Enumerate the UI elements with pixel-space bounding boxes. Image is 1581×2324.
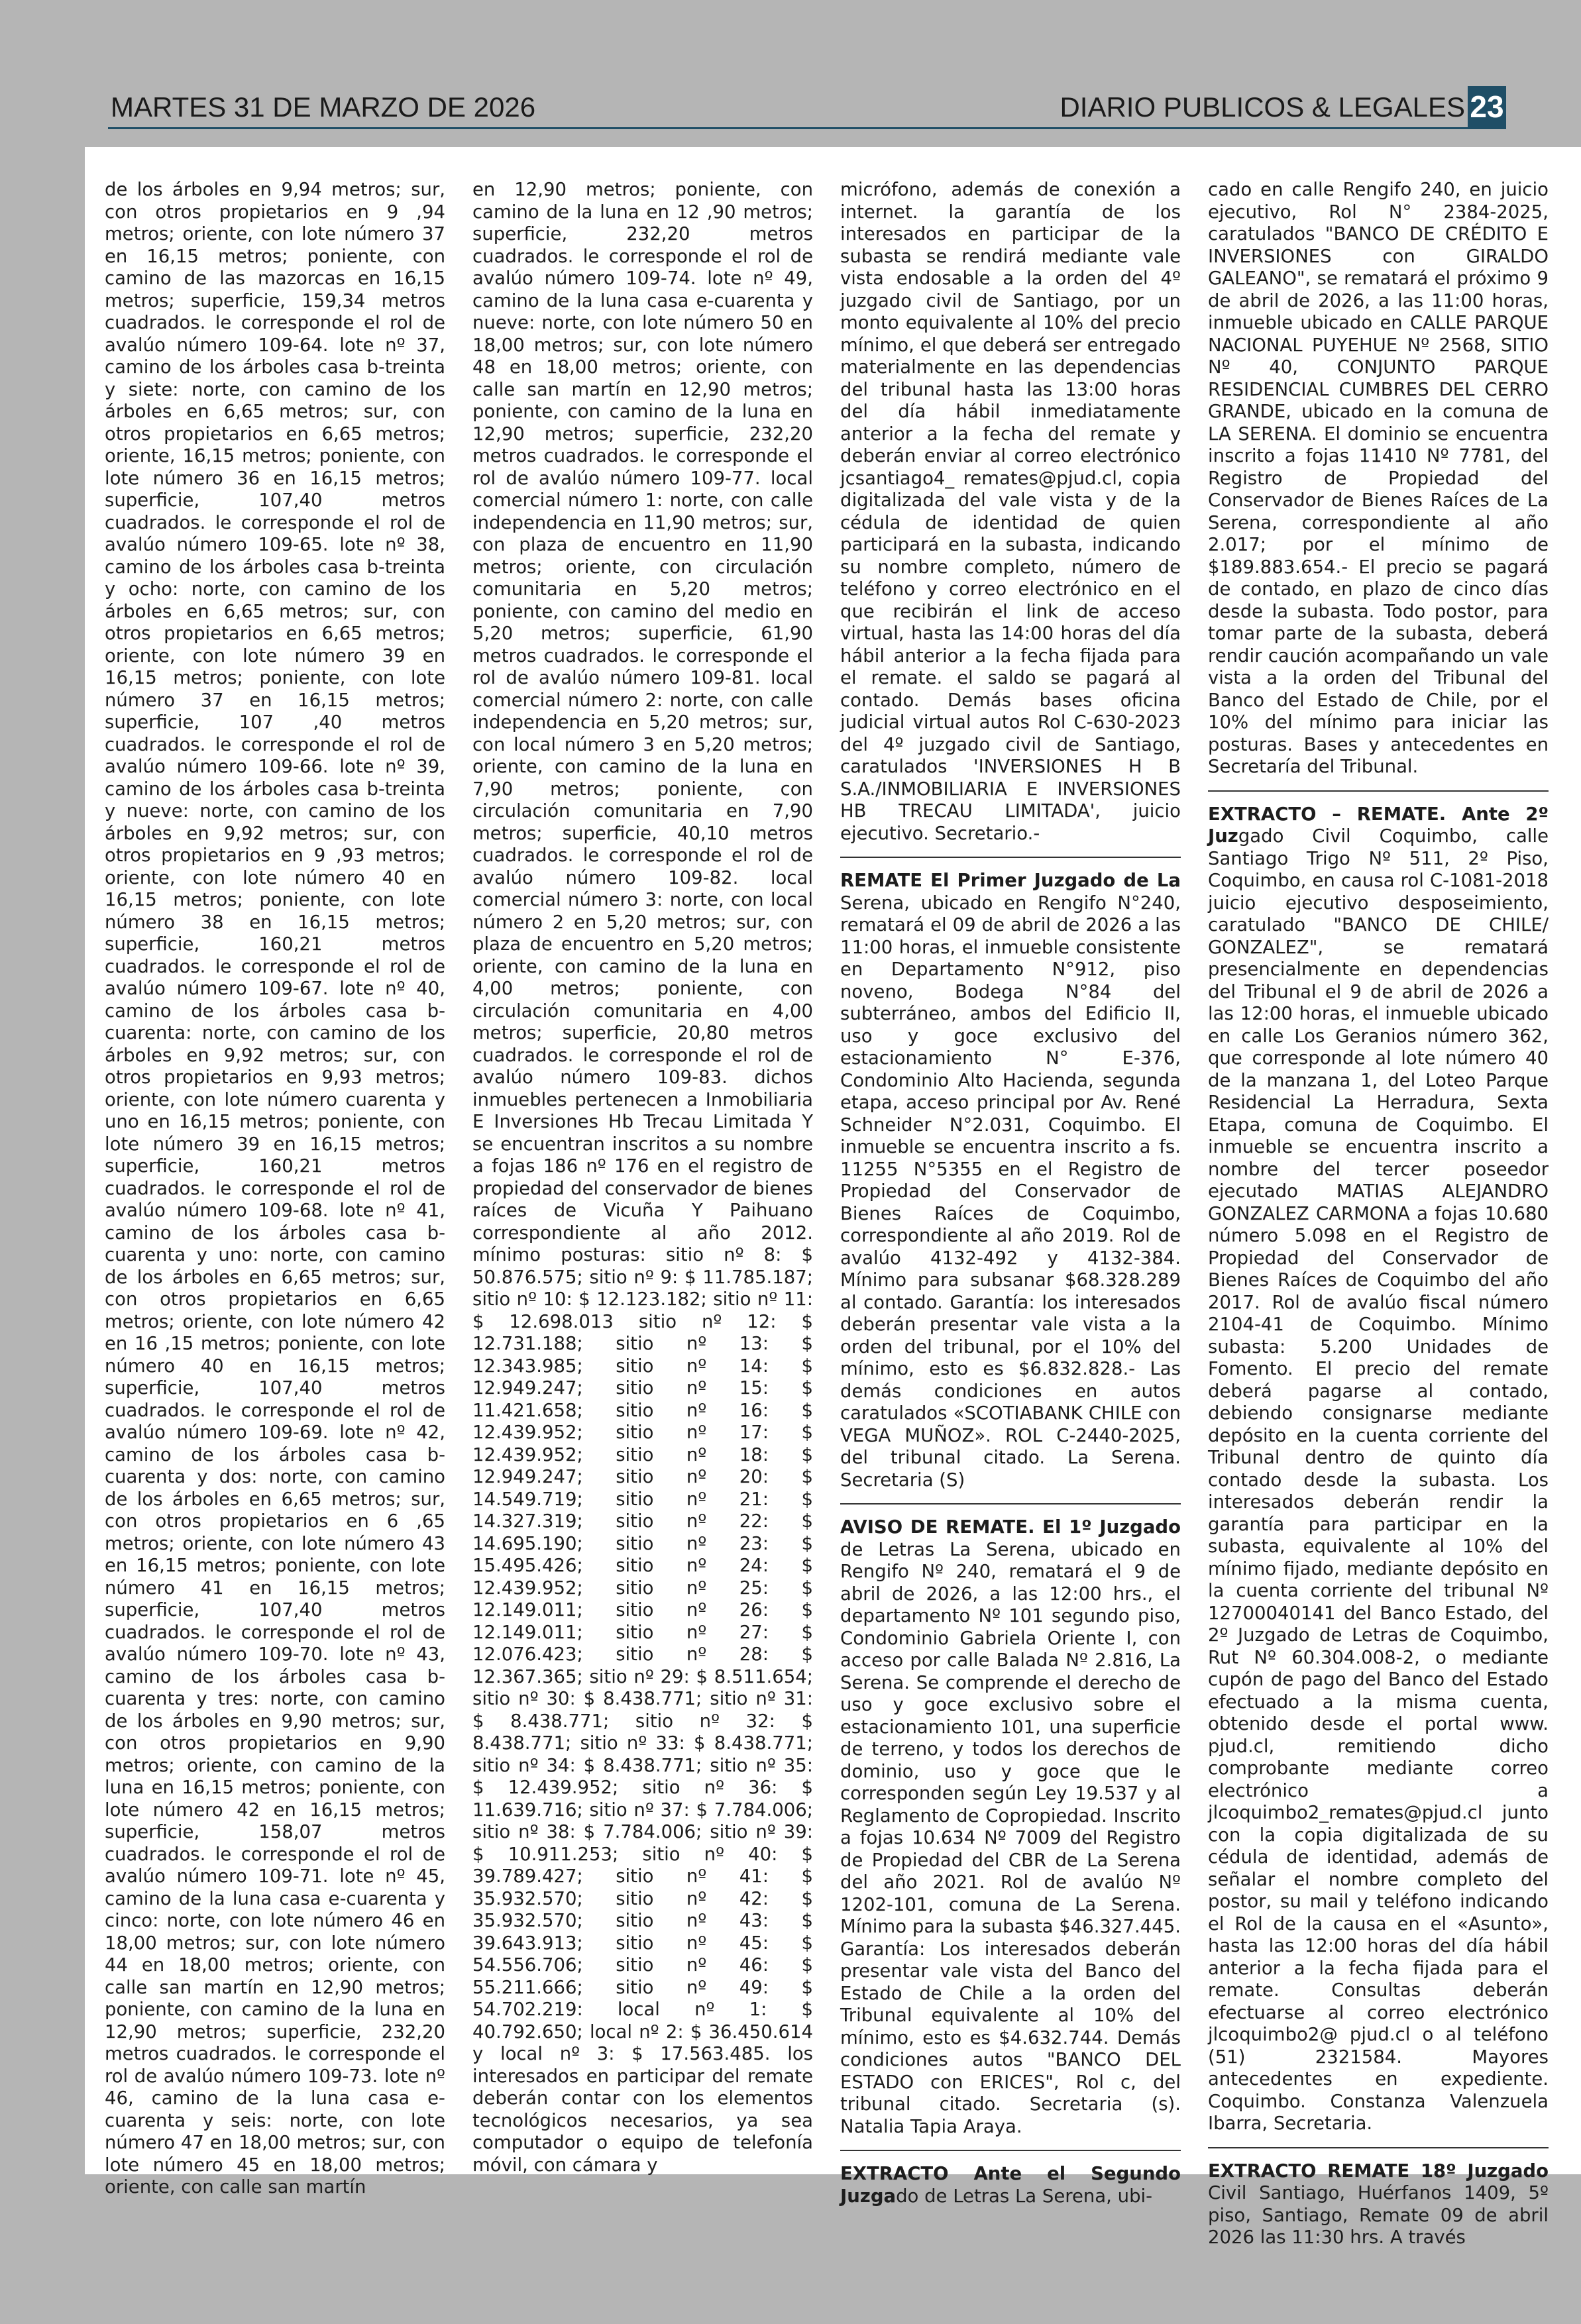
notice-heading: EXTRACTO REMATE 18º Juzgado — [1208, 2160, 1549, 2182]
publication-title: DIARIO PUBLICOS & LEGALES — [1060, 91, 1465, 123]
notice-text: micrófono, además de conexión a internet. la garantía de los interesados en participar de la subasta se rendirá mediante vale vista endosable a la orden del 4º juzgado civil de Santiago, por un monto equivalente al 10% del precio mínimo, el que deberá ser entregado materialmente en las dependencias del tribunal hasta las 13:00 horas del día hábil inmediatamente anterior a la fecha del remate y deberán enviar al correo electrónico jcsantiago4_ remates@pjud.cl, copia digitalizada del vale vista y de la cédula de identidad de quien participará en la subasta, indicando su nombre completo, número de teléfono y correo electrónico en el que recibirán el link de acceso virtual, hasta las 14:00 horas del día hábil anterior a la fecha fijada para el remate. el saldo se pagará al contado. Demás bases oficina judicial virtual autos Rol C-630-2023 del 4º juzgado civil de Santiago, caratulados 'INVERSIONES H B S.A./INMOBILIARIA E INVERSIONES HB TRECAU LIMITADA', juicio ejecutivo. Secretario.- — [840, 179, 1181, 844]
notice — [840, 1516, 1181, 2138]
issue-date: MARTES 31 DE MARZO DE 2026 — [111, 91, 536, 123]
column-1 — [105, 179, 445, 2197]
notice-divider — [1208, 790, 1549, 792]
notice-heading: AVISO DE REMATE. El 1º Juzgado — [840, 1516, 1181, 1538]
page-header — [108, 86, 1506, 129]
notice-text: de los árboles en 9,94 metros; sur, con otros propietarios en 9 ,94 metros; oriente, con lote número 37 en 16,15 metros; poniente, con camino de las mazorcas en 16,15 metros; superficie, 159,34 metros cuadrados. le corresponde el rol de avalúo número 109-64. lote nº 37, camino de los árboles casa b-treinta y siete: norte, con camino de los árboles en 6,65 metros; sur, con otros propietarios en 6,65 metros; oriente, 16,15 metros; poniente, con lote número 36 en 16,15 metros; superficie, 107,40 metros cuadrados. le corresponde el rol de avalúo número 109-65. lote nº 38, camino de los árboles casa b-treinta y ocho: norte, con camino de los árboles en 6,65 metros; sur, con otros propietarios en 6,65 metros; oriente, con lote número 39 en 16,15 metros; poniente, con lote número 37 en 16,15 metros; superficie, 107 ,40 metros cuadrados. le corresponde el rol de avalúo número 109-66. lote nº 39, camino de los árboles casa b-treinta y nueve: norte, con camino de los árboles en 9,92 metros; sur, con otros propietarios en 9 ,93 metros; oriente, con lote número 40 en 16,15 metros; poniente, con lote número 38 en 16,15 metros; superficie, 160,21 metros cuadrados. le corresponde el rol de avalúo número 109-67. lote nº 40, camino de los árboles casa b-cuarenta: norte, con camino de los árboles en 9,92 metros; sur, con otros propietarios en 9,93 metros; oriente, con lote número cuarenta y uno en 16,15 metros; poniente, con lote número 39 en 16,15 metros; superficie, 160,21 metros cuadrados. le corresponde el rol de avalúo número 109-68. lote nº 41, camino de los árboles casa b-cuarenta y uno: norte, con camino de los árboles en 6,65 metros; sur, con otros propietarios en 6,65 metros; oriente, con lote número 42 en 16 ,15 metros; poniente, con lote número 40 en 16,15 metros; superficie, 107,40 metros cuadrados. le corresponde el rol de avalúo número 109-69. lote nº 42, camino de los árboles casa b-cuarenta y dos: norte, con camino de los árboles en 6,65 metros; sur, con otros propietarios en 6 ,65 metros; oriente, con lote número 43 en 16,15 metros; poniente, con lote número 41 en 16,15 metros; superficie, 107,40 metros cuadrados. le corresponde el rol de avalúo número 109-70. lote nº 43, camino de los árboles casa b-cuarenta y tres: norte, con camino de los árboles en 9,90 metros; sur, con otros propietarios en 9,90 metros; oriente, con camino de la luna en 16,15 metros; poniente, con lote número 42 en 16,15 metros; superficie, 158,07 metros cuadrados. le corresponde el rol de avalúo número 109-71. lote nº 45, camino de la luna casa e-cuarenta y cinco: norte, con lote número 46 en 18,00 metros; sur, con lote número 44 en 18,00 metros; oriente, con calle san martín en 12,90 metros; poniente, con camino de la luna en 12,90 metros; superficie, 232,20 metros cuadrados. le corresponde el rol de avalúo número 109-73. lote nº 46, camino de la luna casa e-cuarenta y seis: norte, con lote número 47 en 18,00 metros; sur, con lote número 45 en 18,00 metros; oriente, con calle san martín — [105, 179, 445, 2197]
notice-divider — [840, 857, 1181, 858]
notice — [1208, 804, 1549, 2135]
notice-divider — [1208, 2147, 1549, 2148]
notice-text: gado Civil Coquimbo, calle Santiago Trigo Nº 511, 2º Piso, Coquimbo, en causa rol C-1081-2018 juicio ejecutivo desposeimiento, caratulado "BANCO DE CHILE/ GONZALEZ", se rematará presencialmente en dependencias del Tribunal el 9 de abril de 2026 a las 12:00 horas, el inmueble ubicado en calle Los Geranios número 362, que corresponde al lote número 40 de la manzana 1, del Loteo Parque Residencial La Herradura, Sexta Etapa, comuna de Coquimbo. El inmueble se encuentra inscrito a nombre del tercer poseedor ejecutado MATIAS ALEJANDRO GONZALEZ CARMONA a fojas 10.680 número 5.098 en el Registro de Propiedad del Conservador de Bienes Raíces de Coquimbo del año 2017. Rol de avalúo fiscal número 2104-41 de Coquimbo. Mínimo subasta: 5.200 Unidades de Fomento. El precio del remate deberá pagarse al contado, debiendo consignarse mediante depósito en la cuenta corriente del Tribunal dentro de quinto día contado desde la subasta. Los interesados deberán rendir la garantía para participar en la subasta, equivalente al 10% del mínimo fijado, mediante depósito en la cuenta corriente del tribunal Nº 12700040141 del Banco Estado, del 2º Juzgado de Letras de Coquimbo, Rut Nº 60.304.008-2, o mediante cupón de pago del Banco del Estado efectuado a la misma cuenta, obtenido desde el portal www. pjud.cl, remitiendo dicho comprobante mediante correo electrónico a jlcoquimbo2_remates@pjud.cl junto con la copia digitalizada de su cédula de identidad, además de señalar el nombre completo del postor, su mail y teléfono indicando el Rol de la causa en el «Asunto», hasta las 12:00 horas del día hábil anterior a la fecha fijada para el remate. Consultas deberán efectuarse al correo electrónico jlcoquimbo2@ pjud.cl o al teléfono (51) 2321584. Mayores antecedentes en expediente. Coquimbo. Constanza Valenzuela Ibarra, Secretaria. — [1208, 825, 1549, 2134]
notice — [1208, 2160, 1549, 2249]
notice-text: cado en calle Rengifo 240, en juicio ejecutivo, Rol N° 2384-2025, caratulados "BANCO DE CRÉDITO E INVERSIONES con GIRALDO GALEANO", se rematará el próximo 9 de abril de 2026, a las 11:00 horas, inmueble ubicado en CALLE PARQUE NACIONAL PUYEHUE Nº 2568, SITIO Nº 40, CONJUNTO PARQUE RESIDENCIAL CUMBRES DEL CERRO GRANDE, ubicado en la comuna de LA SERENA. El dominio se encuentra inscrito a fojas 11410 Nº 7781, del Registro de Propiedad del Conservador de Bienes Raíces de La Serena, correspondiente al año 2.017; por el mínimo de $189.883.654.- El precio se pagará de contado, en plazo de cinco días desde la subasta. Todo postor, para tomar parte de la subasta, deberá rendir caución acompañando un vale vista a la orden del Tribunal del Banco del Estado de Chile, por el 10% del mínimo para iniciar las posturas. Bases y antecedentes en Secretaría del Tribunal. — [1208, 179, 1549, 777]
column-3 — [840, 179, 1181, 2207]
column-2 — [472, 179, 813, 2176]
notice-text: Civil Santiago, Huérfanos 1409, 5º piso, Santiago, Remate 09 de abril 2026 las 11:30 hrs. A través — [1208, 2182, 1549, 2248]
page-sheet — [85, 147, 1581, 2248]
page-number: 23 — [1468, 86, 1506, 127]
notice-heading: EXTRACTO – REMATE. Ante 2º Juz — [1208, 803, 1549, 847]
notice-divider — [840, 2150, 1181, 2151]
notice — [840, 870, 1181, 1491]
notice-text: en 12,90 metros; poniente, con camino de la luna en 12 ,90 metros; superficie, 232,20 metros cuadrados. le corresponde el rol de avalúo número 109-74. lote nº 49, camino de la luna casa e-cuarenta y nueve: norte, con lote número 50 en 18,00 metros; sur, con lote número 48 en 18,00 metros; oriente, con calle san martín en 12,90 metros; poniente, con camino de la luna en 12,90 metros; superficie, 232,20 metros cuadrados. le corresponde el rol de avalúo número 109-77. local comercial número 1: norte, con calle independencia en 11,90 metros; sur, con plaza de encuentro en 11,90 metros; oriente, con circulación comunitaria en 5,20 metros; poniente, con camino del medio en 5,20 metros; superficie, 61,90 metros cuadrados. le corresponde el rol de avalúo número 109-81. local comercial número 2: norte, con calle independencia en 5,20 metros; sur, con local número 3 en 5,20 metros; oriente, con camino de la luna en 7,90 metros; poniente, con circulación comunitaria en 7,90 metros; superficie, 40,10 metros cuadrados. le corresponde el rol de avalúo número 109-82. local comercial número 3: norte, con local número 2 en 5,20 metros; sur, con plaza de encuentro en 5,20 metros; oriente, con camino de la luna en 4,00 metros; poniente, con circulación comunitaria en 4,00 metros; superficie, 20,80 metros cuadrados. le corresponde el rol de avalúo número 109-83. dichos inmuebles pertenecen a Inmobiliaria E Inversiones Hb Trecau Limitada Y se encuentran inscritos a su nombre a fojas 186 nº 176 en el registro de propiedad del conservador de bienes raíces de Vicuña Y Paihuano correspondiente al año 2012. mínimo posturas: sitio nº 8: $ 50.876.575; sitio nº 9: $ 11.785.187; sitio nº 10: $ 12.123.182; sitio nº 11: $ 12.698.013 sitio nº 12: $ 12.731.188; sitio nº 13: $ 12.343.985; sitio nº 14: $ 12.949.247; sitio nº 15: $ 11.421.658; sitio nº 16: $ 12.439.952; sitio nº 17: $ 12.439.952; sitio nº 18: $ 12.949.247; sitio nº 20: $ 14.549.719; sitio nº 21: $ 14.327.319; sitio nº 22: $ 14.695.190; sitio nº 23: $ 15.495.426; sitio nº 24: $ 12.439.952; sitio nº 25: $ 12.149.011; sitio nº 26: $ 12.149.011; sitio nº 27: $ 12.076.423; sitio nº 28: $ 12.367.365; sitio nº 29: $ 8.511.654; sitio nº 30: $ 8.438.771; sitio nº 31: $ 8.438.771; sitio nº 32: $ 8.438.771; sitio nº 33: $ 8.438.771; sitio nº 34: $ 8.438.771; sitio nº 35: $ 12.439.952; sitio nº 36: $ 11.639.716; sitio nº 37: $ 7.784.006; sitio nº 38: $ 7.784.006; sitio nº 39: $ 10.911.253; sitio nº 40: $ 39.789.427; sitio nº 41: $ 35.932.570; sitio nº 42: $ 35.932.570; sitio nº 43: $ 39.643.913; sitio nº 45: $ 54.556.706; sitio nº 46: $ 55.211.666; sitio nº 49: $ 54.702.219: local nº 1: $ 40.792.650; local nº 2: $ 36.450.614 y local nº 3: $ 17.563.485. los interesados en participar del remate deberán contar con los elementos tecnológicos necesarios, ya sea computador o equipo de telefonía móvil, con cámara y — [472, 179, 813, 2176]
column-4 — [1208, 179, 1549, 2248]
notice-heading: EXTRACTO Ante el Segundo Juzga — [840, 2163, 1181, 2207]
notice-divider — [840, 1503, 1181, 1505]
notice-heading: REMATE El Primer Juzgado de La — [840, 870, 1181, 891]
notice-text: do de Letras La Serena, ubi- — [896, 2185, 1153, 2207]
notice — [840, 2163, 1181, 2207]
notice-text: de Letras La Serena, ubicado en Rengifo Nº 240, rematará el 9 de abril de 2026, a las 12:00 hrs., el departamento Nº 101 segundo piso, Condominio Gabriela Oriente I, con acceso por calle Balada Nº 2.816, La Serena. Se comprende el derecho de uso y goce exclusivo sobre el estacionamiento 101, una superficie de terreno, y todos los derechos de dominio, uso y goce que le corresponden según Ley 19.537 y al Reglamento de Copropiedad. Inscrito a fojas 10.634 Nº 7009 del Registro de Propiedad del CBR de La Serena del año 2021. Rol de avalúo Nº 1202-101, comuna de La Serena. Mínimo para la subasta $46.327.445. Garantía: Los interesados deberán presentar vale vista del Banco del Estado de Chile a la orden del Tribunal equivalente al 10% del mínimo, esto es $4.632.744. Demás condiciones autos "BANCO DEL ESTADO con ERICES", Rol c, del tribunal citado. Secretaria (s). Natalia Tapia Araya. — [840, 1538, 1181, 2137]
notice-text: Serena, ubicado en Rengifo N°240, rematará el 09 de abril de 2026 a las 11:00 horas, el inmueble consistente en Departamento N°912, piso noveno, Bodega N°84 del subterráneo, ambos del Edificio II, uso y goce exclusivo del estacionamiento N° E-376, Condominio Alto Hacienda, segunda etapa, acceso principal por Av. René Schneider N°2.031, Coquimbo. El inmueble se encuentra inscrito a fs. 11255 N°5355 en el Registro de Propiedad del Conservador de Bienes Raíces de Coquimbo, correspondiente al año 2019. Rol de avalúo 4132-492 y 4132-384. Mínimo para subsanar $68.328.289 al contado. Garantía: los interesados deberán presentar vale vista a la orden del tribunal, por el 10% del mínimo, esto es $6.832.828.- Las demás condiciones en autos caratulados «SCOTIABANK CHILE con VEGA MUÑOZ». ROL C-2440-2025, del tribunal citado. La Serena. Secretaria (S) — [840, 892, 1181, 1491]
